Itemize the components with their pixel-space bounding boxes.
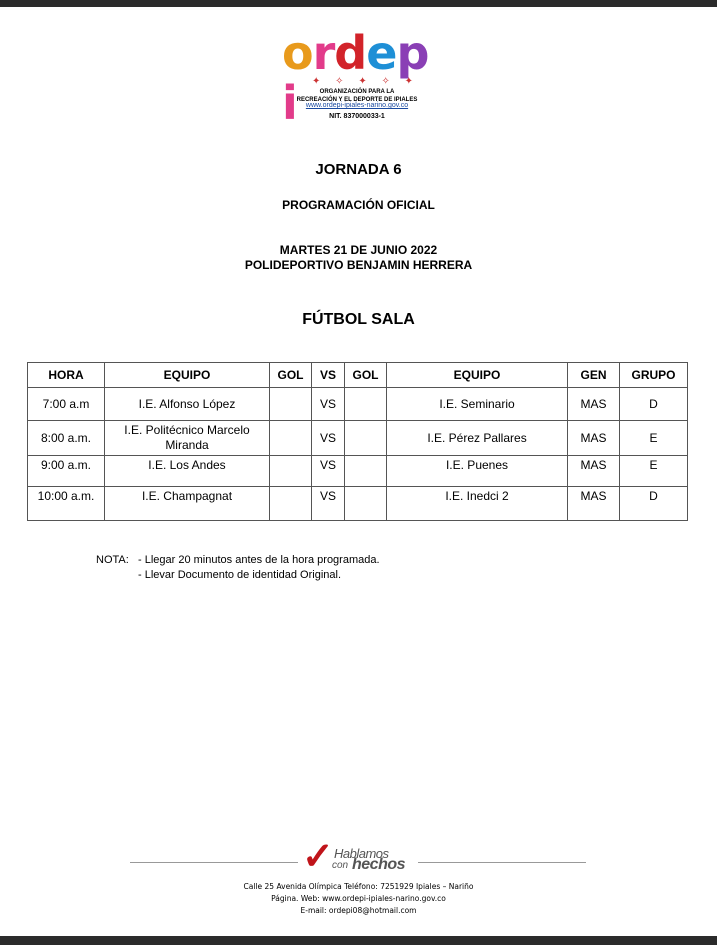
cell-equipo-local: I.E. Politécnico Marcelo Miranda	[105, 421, 270, 456]
cell-grupo: E	[620, 456, 688, 487]
table-row	[28, 421, 688, 456]
nit-number: NIT. 837000033-1	[329, 113, 385, 120]
cell-gen: MAS	[568, 487, 620, 521]
cell-grupo: E	[620, 421, 688, 456]
jornada-title: JORNADA 6	[315, 161, 402, 178]
cell-gol-local	[270, 456, 312, 487]
header-website-link[interactable]: www.ordepi-ipiales-narino.gov.co	[305, 102, 409, 109]
header-gol-local: GOL	[270, 363, 312, 388]
cell-gen: MAS	[568, 456, 620, 487]
event-date: MARTES 21 DE JUNIO 2022	[279, 243, 438, 257]
logo-letter: r	[312, 26, 335, 80]
cell-gol-visitante	[345, 421, 387, 456]
cell-equipo-visitante: I.E. Inedci 2	[387, 487, 568, 521]
footer-address: Calle 25 Avenida Olímpica Teléfono: 7251929 Ipiales – Nariño	[243, 882, 474, 891]
header-vs: VS	[312, 363, 345, 388]
cell-vs: VS	[312, 388, 345, 421]
footer-email[interactable]: E-mail: ordepi08@hotmail.com	[300, 906, 417, 915]
cell-equipo-local: I.E. Alfonso López	[105, 388, 270, 421]
header-gen: GEN	[568, 363, 620, 388]
nota-line1	[96, 553, 380, 568]
cell-gen: MAS	[568, 421, 620, 456]
cell-gol-visitante	[345, 487, 387, 521]
logo-letter: i	[282, 76, 297, 130]
cell-gen: MAS	[568, 388, 620, 421]
cell-equipo-visitante: I.E. Seminario	[387, 388, 568, 421]
cell-gol-local	[270, 487, 312, 521]
top-border-bar	[0, 0, 717, 7]
footer-divider-right	[418, 862, 586, 863]
schedule-table	[27, 362, 688, 521]
header-grupo: GRUPO	[620, 363, 688, 388]
nota-text1: - Llegar 20 minutos antes de la hora programada.	[138, 554, 380, 566]
table-row	[28, 487, 688, 521]
bottom-border-bar	[0, 936, 717, 945]
event-venue: POLIDEPORTIVO BENJAMIN HERRERA	[244, 258, 473, 272]
cell-grupo: D	[620, 388, 688, 421]
cell-vs: VS	[312, 456, 345, 487]
cell-vs: VS	[312, 487, 345, 521]
logo-letter: p	[396, 26, 429, 80]
footer-web[interactable]: Página. Web: www.ordepi-ipiales-narino.gov.co	[271, 894, 446, 903]
slogan-hechos: hechos	[352, 856, 406, 873]
cell-equipo-visitante: I.E. Pérez Pallares	[387, 421, 568, 456]
footer-divider-left	[130, 862, 298, 863]
logo-letter: e	[366, 26, 397, 80]
cell-gol-visitante	[345, 456, 387, 487]
programacion-title: PROGRAMACIÓN OFICIAL	[282, 198, 435, 212]
cell-gol-local	[270, 388, 312, 421]
nota-label: NOTA:	[96, 554, 129, 566]
logo-letter: d	[334, 26, 367, 80]
nota-block	[96, 553, 380, 583]
header-equipo-visitante: EQUIPO	[387, 363, 568, 388]
table-row	[28, 388, 688, 421]
cell-gol-local	[270, 421, 312, 456]
cell-hora: 7:00 a.m	[28, 388, 105, 421]
org-name-line1: ORGANIZACIÓN PARA LA	[319, 89, 395, 95]
cell-hora: 8:00 a.m.	[28, 421, 105, 456]
table-header-row	[28, 363, 688, 388]
checkmark-icon: ✓	[302, 836, 334, 878]
table-row	[28, 456, 688, 487]
logo-sport-figures-icon: ✦ ✧ ✦ ✧ ✦	[312, 76, 420, 87]
cell-equipo-visitante: I.E. Puenes	[387, 456, 568, 487]
cell-equipo-local: I.E. Champagnat	[105, 487, 270, 521]
hablamos-con-hechos-logo	[300, 838, 420, 878]
slogan-con: con	[332, 860, 349, 871]
cell-vs: VS	[312, 421, 345, 456]
nota-text2: - Llevar Documento de identidad Original.	[138, 569, 342, 581]
sport-title: FÚTBOL SALA	[302, 311, 415, 328]
cell-hora: 10:00 a.m.	[28, 487, 105, 521]
header-gol-visitante: GOL	[345, 363, 387, 388]
header-equipo-local: EQUIPO	[105, 363, 270, 388]
cell-gol-visitante	[345, 388, 387, 421]
org-name-line2: RECREACIÓN Y EL DEPORTE DE IPIALES	[296, 97, 418, 103]
cell-hora: 9:00 a.m.	[28, 456, 105, 487]
logo-letter: o	[282, 26, 313, 80]
cell-equipo-local: I.E. Los Andes	[105, 456, 270, 487]
cell-grupo: D	[620, 487, 688, 521]
slogan-hablamos: Hablamos	[334, 846, 389, 861]
header-hora: HORA	[28, 363, 105, 388]
